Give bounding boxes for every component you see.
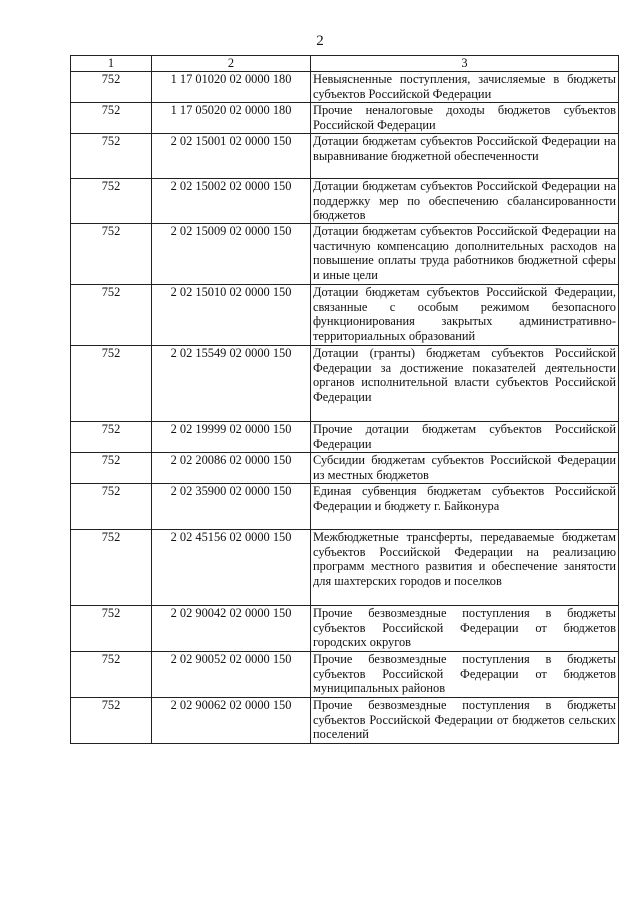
table-row xyxy=(71,134,619,179)
income-name-cell: Прочие безвозмездные поступления в бюджеты субъектов Российской Федерации от бюджетов муниципальных районов xyxy=(311,652,619,698)
budget-code-cell: 2 02 90042 02 0000 150 xyxy=(152,606,311,652)
income-name-cell: Прочие дотации бюджетам субъектов Российской Федерации xyxy=(311,422,619,453)
admin-code-cell: 752 xyxy=(71,285,152,346)
budget-code-cell: 2 02 15009 02 0000 150 xyxy=(152,224,311,285)
income-name-cell: Межбюджетные трансферты, передаваемые бюджетам субъектов Российской Федерации на реализацию программ местного развития и обеспечение занятости для шахтерских городов и поселков xyxy=(311,530,619,606)
admin-code-cell: 752 xyxy=(71,134,152,179)
budget-code-cell: 2 02 15549 02 0000 150 xyxy=(152,346,311,422)
income-name-cell: Дотации бюджетам субъектов Российской Федерации на частичную компенсацию дополнительных расходов на повышение оплаты труда работников бюджетной сферы и иные цели xyxy=(311,224,619,285)
table-row xyxy=(71,484,619,530)
column-header-3: 3 xyxy=(311,56,619,72)
income-name-cell: Дотации бюджетам субъектов Российской Федерации, связанные с особым режимом безопасного функционирования закрытых административно-территориальных образований xyxy=(311,285,619,346)
admin-code-cell: 752 xyxy=(71,103,152,134)
income-name-cell: Прочие неналоговые доходы бюджетов субъектов Российской Федерации xyxy=(311,103,619,134)
admin-code-cell: 752 xyxy=(71,484,152,530)
table-row xyxy=(71,285,619,346)
income-name-cell: Прочие безвозмездные поступления в бюджеты субъектов Российской Федерации от бюджетов городских округов xyxy=(311,606,619,652)
admin-code-cell: 752 xyxy=(71,453,152,484)
table-row xyxy=(71,606,619,652)
table-header-row xyxy=(71,56,619,72)
budget-code-cell: 1 17 05020 02 0000 180 xyxy=(152,103,311,134)
budget-code-cell: 2 02 19999 02 0000 150 xyxy=(152,422,311,453)
table-row xyxy=(71,179,619,224)
table-row xyxy=(71,422,619,453)
admin-code-cell: 752 xyxy=(71,530,152,606)
table-row xyxy=(71,103,619,134)
admin-code-cell: 752 xyxy=(71,422,152,453)
income-name-cell: Прочие безвозмездные поступления в бюджеты субъектов Российской Федерации от бюджетов сельских поселений xyxy=(311,698,619,744)
budget-code-cell: 2 02 15002 02 0000 150 xyxy=(152,179,311,224)
table-row xyxy=(71,453,619,484)
budget-code-cell: 2 02 45156 02 0000 150 xyxy=(152,530,311,606)
budget-code-cell: 2 02 15010 02 0000 150 xyxy=(152,285,311,346)
table-row xyxy=(71,346,619,422)
income-name-cell: Дотации бюджетам субъектов Российской Федерации на выравнивание бюджетной обеспеченности xyxy=(311,134,619,179)
income-name-cell: Невыясненные поступления, зачисляемые в бюджеты субъектов Российской Федерации xyxy=(311,72,619,103)
admin-code-cell: 752 xyxy=(71,652,152,698)
budget-code-cell: 2 02 90052 02 0000 150 xyxy=(152,652,311,698)
table-row xyxy=(71,530,619,606)
admin-code-cell: 752 xyxy=(71,72,152,103)
admin-code-cell: 752 xyxy=(71,346,152,422)
table-row xyxy=(71,224,619,285)
table-row xyxy=(71,652,619,698)
budget-code-cell: 2 02 35900 02 0000 150 xyxy=(152,484,311,530)
admin-code-cell: 752 xyxy=(71,698,152,744)
admin-code-cell: 752 xyxy=(71,606,152,652)
income-name-cell: Субсидии бюджетам субъектов Российской Федерации из местных бюджетов xyxy=(311,453,619,484)
admin-code-cell: 752 xyxy=(71,179,152,224)
column-header-2: 2 xyxy=(152,56,311,72)
income-name-cell: Единая субвенция бюджетам субъектов Российской Федерации и бюджету г. Байконура xyxy=(311,484,619,530)
budget-code-cell: 2 02 90062 02 0000 150 xyxy=(152,698,311,744)
page-number: 2 xyxy=(316,33,324,49)
table-row xyxy=(71,72,619,103)
budget-codes-table xyxy=(70,55,619,744)
budget-code-cell: 1 17 01020 02 0000 180 xyxy=(152,72,311,103)
income-name-cell: Дотации бюджетам субъектов Российской Федерации на поддержку мер по обеспечению сбалансированности бюджетов xyxy=(311,179,619,224)
budget-code-cell: 2 02 15001 02 0000 150 xyxy=(152,134,311,179)
table-row xyxy=(71,698,619,744)
column-header-1: 1 xyxy=(71,56,152,72)
income-name-cell: Дотации (гранты) бюджетам субъектов Российской Федерации за достижение показателей деятельности органов исполнительной власти субъектов Российской Федерации xyxy=(311,346,619,422)
admin-code-cell: 752 xyxy=(71,224,152,285)
budget-code-cell: 2 02 20086 02 0000 150 xyxy=(152,453,311,484)
